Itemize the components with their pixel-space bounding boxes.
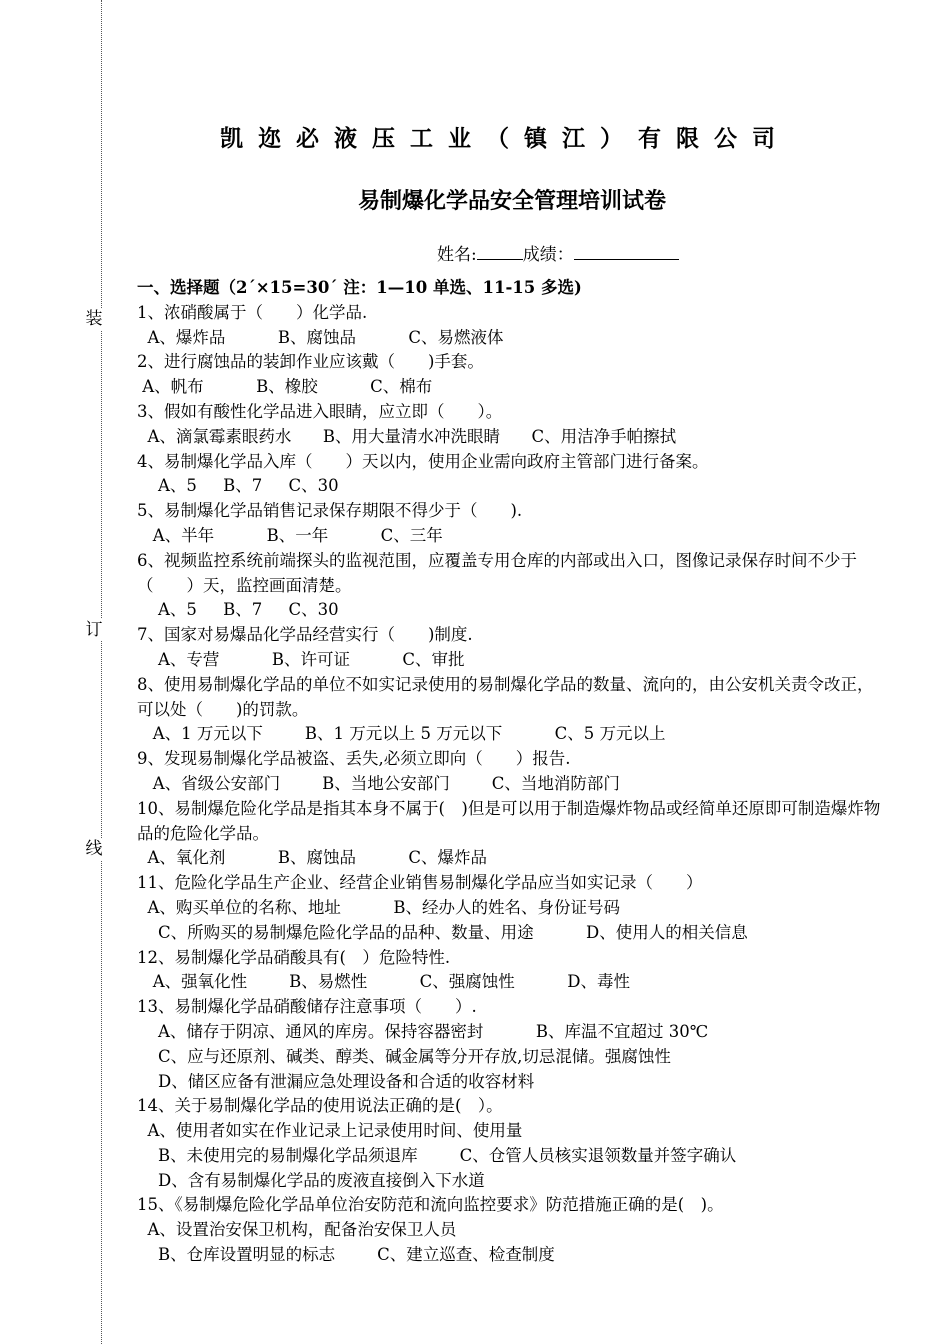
question-item — [137, 499, 889, 549]
name-blank[interactable] — [477, 241, 523, 260]
question-item — [137, 301, 889, 351]
binding-char-ding: 订 — [85, 620, 103, 640]
answer-options: A、设置治安保卫机构，配备治安保卫人员 — [137, 1220, 457, 1240]
section-title: 一、选择题（2´×15=30´ 注：1—10 单选、11-15 多选) — [137, 278, 582, 297]
question-item — [137, 871, 889, 945]
question-text: 13、易制爆化学品硝酸储存注意事项（ ）. — [137, 997, 477, 1017]
answer-options: A、购买单位的名称、地址 B、经办人的姓名、身份证号码 — [137, 897, 620, 917]
question-text: 12、易制爆化学品硝酸具有( ）危险特性. — [137, 947, 451, 967]
question-item — [137, 450, 889, 500]
answer-options: C、应与还原剂、碱类、醇类、碱金属等分开存放,切忌混储。强腐蚀性 — [137, 1046, 671, 1066]
question-text: 8、使用易制爆化学品的单位不如实记录使用的易制爆化学品的数量、流向的，由公安机关责令改正，可以处（ )的罚款。 — [137, 674, 874, 719]
question-item — [137, 400, 889, 450]
question-text: 9、发现易制爆化学品被盗、丢失,必须立即向（ ）报告. — [137, 749, 571, 769]
name-label: 姓名: — [437, 245, 477, 265]
answer-options: B、未使用完的易制爆化学品须退库 C、仓管人员核实退领数量并签字确认 — [137, 1145, 737, 1165]
question-text: 5、易制爆化学品销售记录保存期限不得少于（ ). — [137, 501, 523, 521]
answer-options: C、所购买的易制爆危险化学品的品种、数量、用途 D、使用人的相关信息 — [137, 922, 748, 942]
answer-options: A、专营 B、许可证 C、审批 — [137, 649, 465, 669]
answer-options: D、储区应备有泄漏应急处理设备和合适的收容材料 — [137, 1071, 535, 1091]
answer-options: A、强氧化性 B、易燃性 C、强腐蚀性 D、毒性 — [137, 972, 630, 992]
question-item — [137, 549, 889, 623]
company-name: 凯迩必液压工业（镇江）有限公司 — [220, 126, 790, 152]
question-item — [137, 1094, 889, 1193]
questions-container — [137, 301, 889, 1268]
question-item — [137, 673, 889, 747]
score-blank[interactable] — [574, 241, 679, 260]
question-text: 4、易制爆化学品入库（ ）天以内，使用企业需向政府主管部门进行备案。 — [137, 451, 709, 471]
answer-options: A、滴氯霉素眼药水 B、用大量清水冲洗眼睛 C、用洁净手帕擦拭 — [137, 426, 677, 446]
question-text: 10、易制爆危险化学品是指其本身不属于( )但是可以用于制造爆炸物品或经简单还原即可制造爆炸物品的危险化学品。 — [137, 798, 881, 843]
answer-options: A、氧化剂 B、腐蚀品 C、爆炸品 — [137, 848, 488, 868]
question-item — [137, 797, 889, 871]
question-text: 11、危险化学品生产企业、经营企业销售易制爆化学品应当如实记录（ ） — [137, 873, 703, 893]
answer-options: A、省级公安部门 B、当地公安部门 C、当地消防部门 — [137, 773, 620, 793]
question-list — [137, 276, 889, 1268]
question-item — [137, 946, 889, 996]
question-item — [137, 1193, 889, 1267]
question-text: 7、国家对易爆品化学品经营实行（ )制度. — [137, 625, 473, 645]
answer-options: B、仓库设置明显的标志 C、建立巡查、检查制度 — [137, 1245, 555, 1265]
question-text: 2、进行腐蚀品的装卸作业应该戴（ )手套。 — [137, 352, 484, 372]
question-text: 3、假如有酸性化学品进入眼睛，应立即（ ）。 — [137, 401, 503, 421]
question-text: 1、浓硝酸属于（ ）化学品. — [137, 302, 368, 322]
answer-options: A、1 万元以下 B、1 万元以上 5 万元以下 C、5 万元以上 — [137, 724, 666, 744]
binding-char-zhuang: 装 — [85, 309, 103, 329]
answer-options: A、使用者如实在作业记录上记录使用时间、使用量 — [137, 1121, 523, 1141]
name-score-bar — [437, 240, 679, 265]
exam-title: 易制爆化学品安全管理培训试卷 — [357, 189, 666, 214]
answer-options: A、5 B、7 C、30 — [137, 600, 339, 620]
answer-options: A、爆炸品 B、腐蚀品 C、易燃液体 — [137, 327, 504, 347]
answer-options: A、储存于阴凉、通风的库房。保持容器密封 B、库温不宜超过 30℃ — [137, 1021, 709, 1041]
binding-char-xian: 线 — [85, 839, 103, 859]
answer-options: D、含有易制爆化学品的废液直接倒入下水道 — [137, 1170, 485, 1190]
question-text: 15、《易制爆危险化学品单位治安防范和流向监控要求》防范措施正确的是( )。 — [137, 1195, 724, 1215]
question-item — [137, 623, 889, 673]
question-text: 6、视频监控系统前端探头的监视范围，应覆盖专用仓库的内部或出入口，图像记录保存时间不少于（ ）天，监控画面清楚。 — [137, 550, 857, 595]
answer-options: A、帆布 B、橡胶 C、棉布 — [137, 377, 433, 397]
score-label: 成绩： — [522, 245, 574, 265]
question-item — [137, 747, 889, 797]
question-item — [137, 995, 889, 1094]
answer-options: A、5 B、7 C、30 — [137, 476, 339, 496]
question-text: 14、关于易制爆化学品的使用说法正确的是( ）。 — [137, 1096, 503, 1116]
question-item — [137, 350, 889, 400]
answer-options: A、半年 B、一年 C、三年 — [137, 525, 443, 545]
